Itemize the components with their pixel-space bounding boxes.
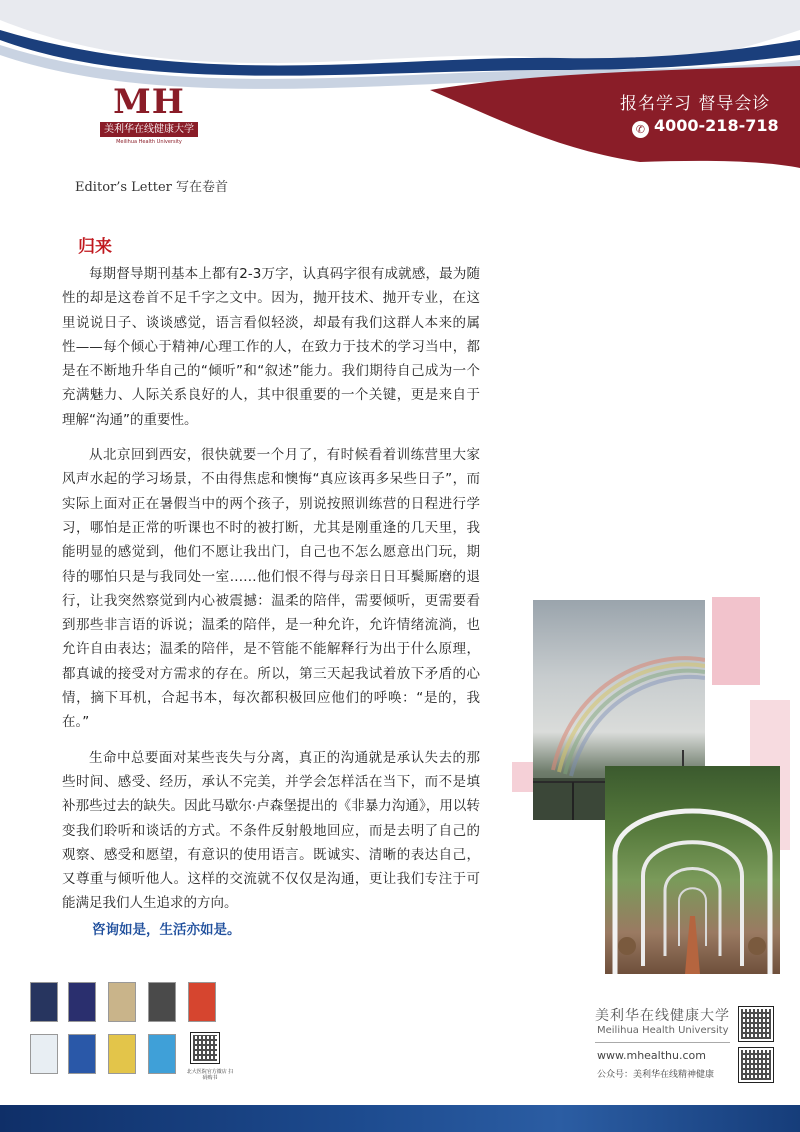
book-cover[interactable] bbox=[108, 982, 136, 1022]
wechat-qr-code[interactable] bbox=[738, 1047, 774, 1083]
book-cover[interactable] bbox=[148, 982, 176, 1022]
footer-divider bbox=[595, 1042, 730, 1043]
article-title: 归来 bbox=[78, 237, 112, 257]
footer-bar bbox=[0, 1105, 800, 1132]
garden-arch-photo bbox=[605, 766, 780, 974]
article-paragraph: 生命中总要面对某些丧失与分离，真正的沟通就是承认失去的那些时间、感受、经历，承认不完美，并学会怎样活在当下，而不是填补那些过去的缺失。因此马歇尔·卢森堡提出的《非暴力沟通》，用以转变我们聆听和谈话的方式。不条件反射般地回应，而是去明了自己的观察、感受和愿望，有意识的使用语言。既诚实、清晰的表达自己，又尊重与倾听他人。这样的交流就不仅仅是沟通，更让我们专注于可能满足我们人生追求的方向。 bbox=[62, 749, 480, 912]
arch-illustration bbox=[605, 766, 780, 974]
book-cover[interactable] bbox=[68, 982, 96, 1022]
university-logo bbox=[100, 78, 198, 156]
book-cover[interactable] bbox=[148, 1034, 176, 1074]
decor-block bbox=[712, 597, 760, 685]
logo-english: Meilihua Health University bbox=[116, 139, 182, 145]
article-paragraph: 每期督导期刊基本上都有2-3万字，认真码字很有成就感，最为随性的却是这卷首不足千字之文中。因为，抛开技术、抛开专业，在这里说说日子、谈谈感觉，语言看似轻淡，却最有我们这群人本来的属性——每个倾心于精神/心理工作的人，在致力于技术的学习当中，都是在不断地升华自己的“倾听”和“叙述”能力。我们期待自己成为一个充满魅力、人际关系良好的人，其中很重要的一个关键，更是来自于理解“沟通”的重要性。 bbox=[62, 266, 480, 428]
qr-note: 北大医院官方微店 扫码购书 bbox=[186, 1069, 234, 1081]
logo-ribbon: 美利华在线健康大学 bbox=[100, 122, 198, 137]
book-cover[interactable] bbox=[30, 1034, 58, 1074]
phone-number: 4000-218-718 bbox=[654, 116, 779, 135]
university-qr-code[interactable] bbox=[738, 1006, 774, 1042]
footer-website[interactable]: www.mhealthu.com bbox=[597, 1049, 706, 1062]
book-covers bbox=[30, 982, 280, 1082]
book-cover[interactable] bbox=[108, 1034, 136, 1074]
footer-university-name: 美利华在线健康大学 bbox=[595, 1008, 730, 1024]
article-paragraph: 从北京回到西安，很快就要一个月了，有时候看着训练营里大家风声水起的学习场景，不由得焦虑和懊悔“真应该再多呆些日子”，而实际上面对正在暑假当中的两个孩子，别说按照训练营的日程进行学习，哪怕是正常的听课也不时的被打断，尤其是刚重逢的几天里，我能明显的感觉到，他们不愿让我出门，自己也不怎么愿意出门玩，期待的哪怕只是与我同处一室……他们恨不得与母亲日日耳鬓厮磨的退行，让我突然察觉到内心被震撼：温柔的陪伴，需要倾听，更需要看到那些非言语的诉说；温柔的陪伴，是一种允许，允许情绪流淌，也允许自由表达；温柔的陪伴，是不管能不能解释行为出于什么原理，都真诚的接受对方需求的存在。所以，第三天起我试着放下矛盾的心情，摘下耳机，合起书本，每次都积极回应他们的呼唤：“是的，我在。” bbox=[62, 447, 480, 731]
article-body bbox=[62, 262, 480, 927]
logo-mark: MH bbox=[113, 82, 185, 122]
footer-wechat: 公众号：美利华在线精神健康 bbox=[597, 1070, 715, 1080]
section-label: Editor’s Letter 写在卷首 bbox=[75, 180, 228, 195]
article-closing: 咨询如是，生活亦如是。 bbox=[92, 922, 241, 938]
header-slogan: 报名学习 督导会诊 bbox=[620, 94, 771, 114]
book-cover[interactable] bbox=[68, 1034, 96, 1074]
book-cover[interactable] bbox=[188, 982, 216, 1022]
header-phone[interactable] bbox=[632, 116, 779, 138]
phone-icon: ✆ bbox=[632, 121, 649, 138]
shop-qr-code[interactable] bbox=[190, 1032, 220, 1064]
book-cover[interactable] bbox=[30, 982, 58, 1022]
footer-university-english: Meilihua Health University bbox=[597, 1025, 729, 1036]
